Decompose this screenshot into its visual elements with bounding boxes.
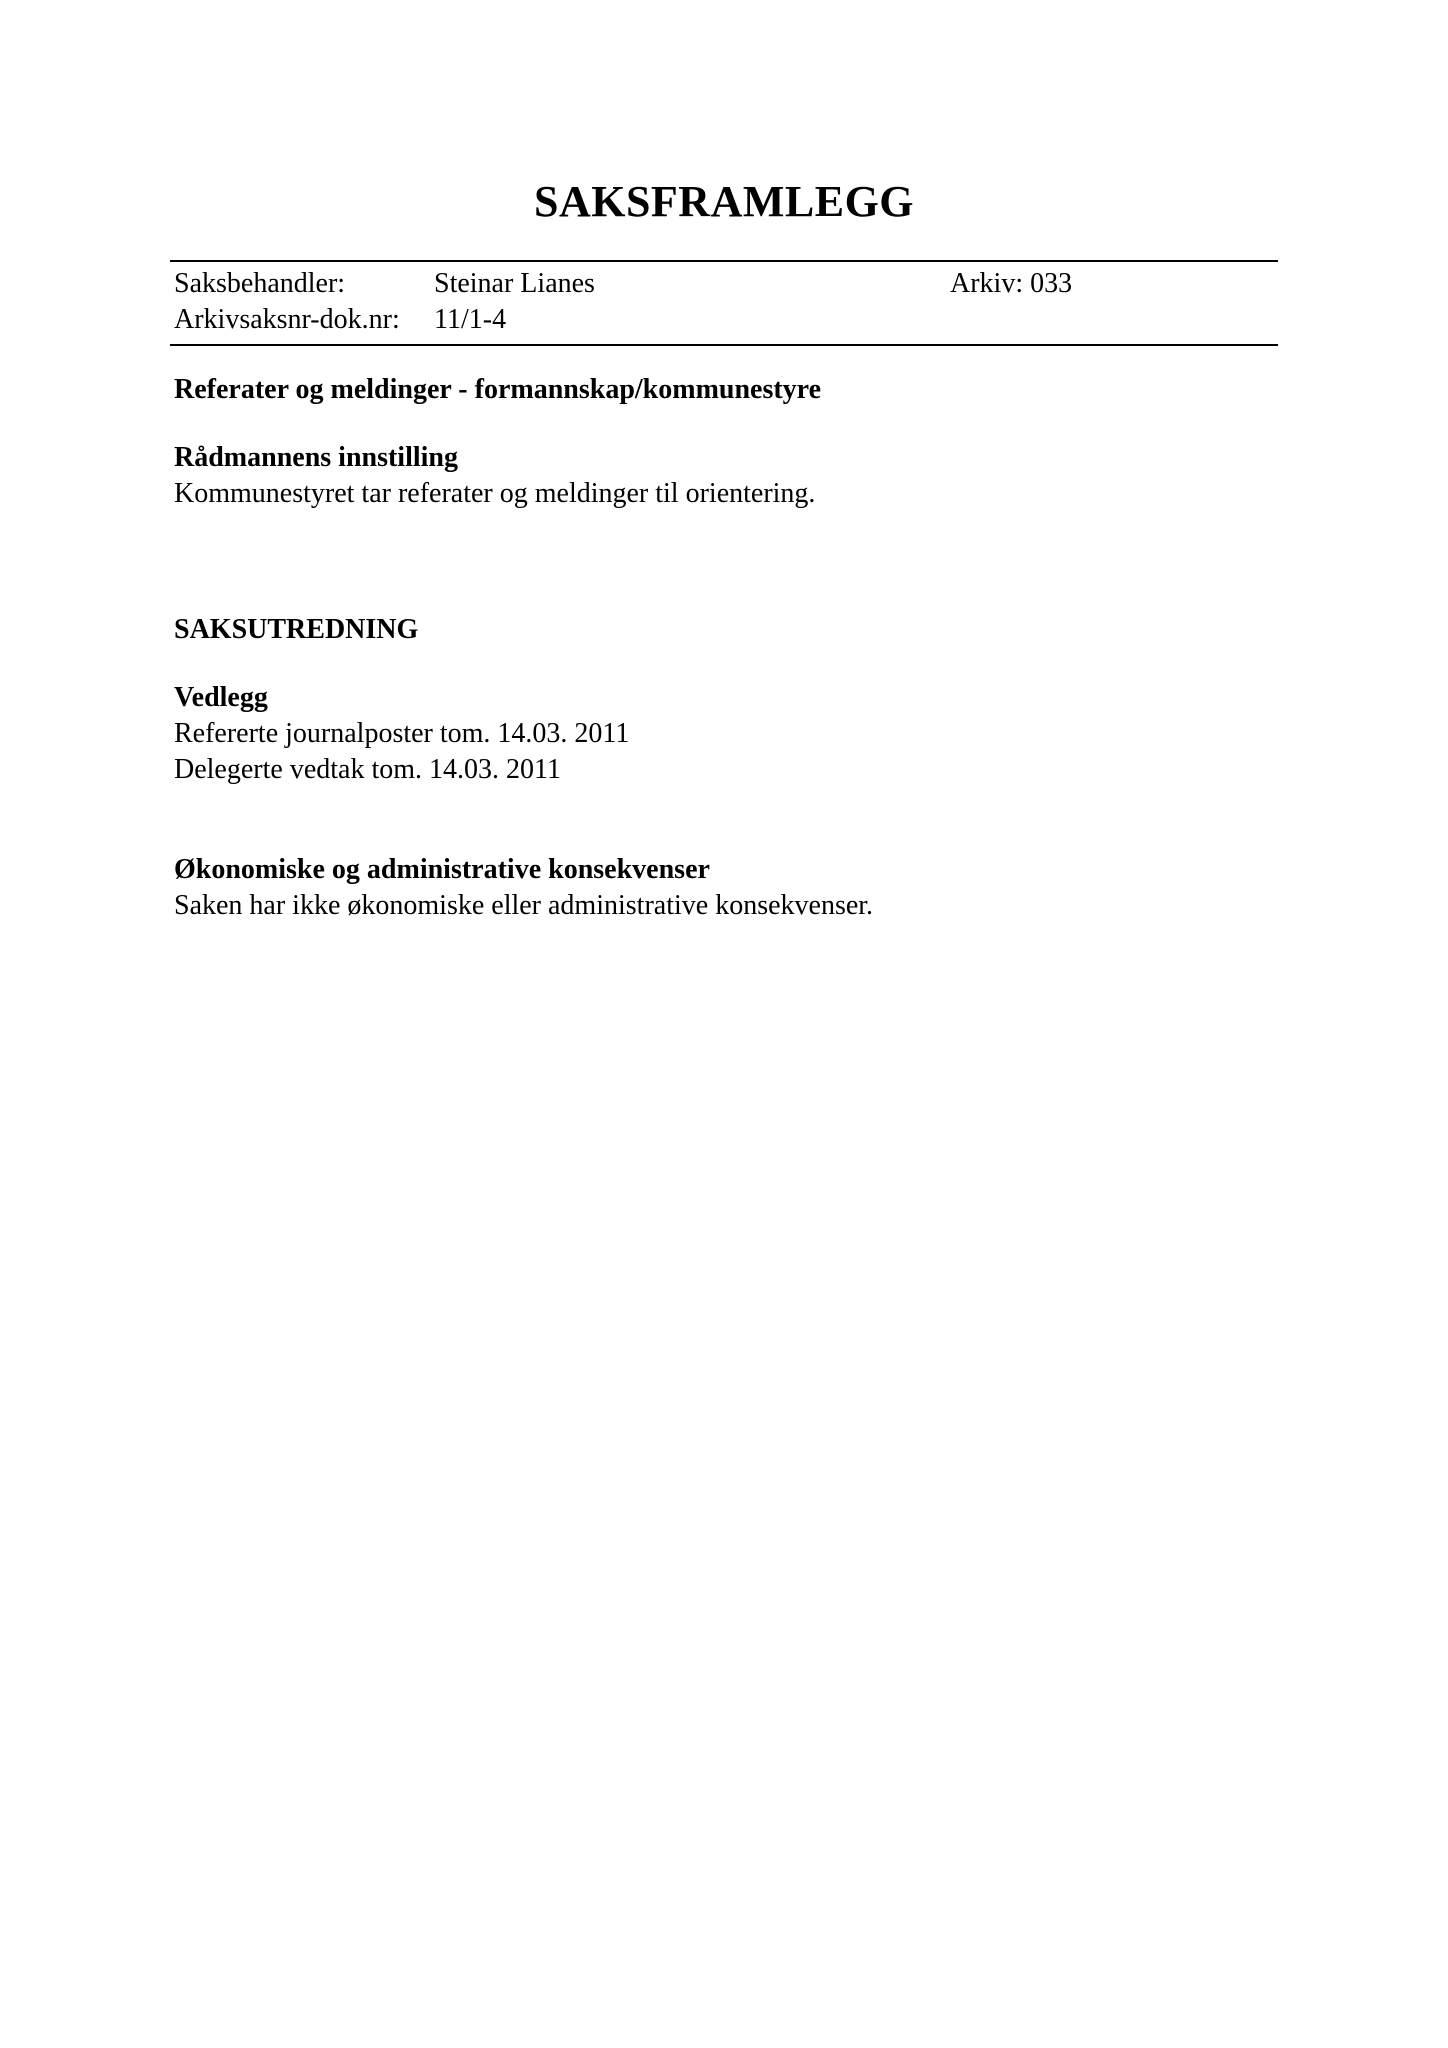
attachment-item: Refererte journalposter tom. 14.03. 2011 bbox=[174, 718, 630, 749]
attachments-heading: Vedlegg bbox=[174, 682, 268, 713]
case-report-heading: SAKSUTREDNING bbox=[174, 614, 419, 645]
case-handler-row bbox=[170, 266, 1278, 302]
consequences-heading: Økonomiske og administrative konsekvenser bbox=[174, 854, 710, 885]
page-title: SAKSFRAMLEGG bbox=[533, 177, 915, 226]
recommendation-section bbox=[174, 440, 1274, 512]
archive-case-label: Arkivsaksnr-dok.nr: bbox=[174, 304, 400, 335]
attachment-item: Delegerte vedtak tom. 14.03. 2011 bbox=[174, 754, 561, 785]
case-handler-label: Saksbehandler: bbox=[174, 268, 346, 299]
archive-case-value: 11/1-4 bbox=[434, 304, 507, 335]
case-metadata bbox=[170, 260, 1278, 346]
case-handler-value: Steinar Lianes bbox=[434, 268, 595, 299]
archive-case-row bbox=[170, 302, 1278, 338]
consequences-section bbox=[174, 852, 1274, 924]
recommendation-heading: Rådmannens innstilling bbox=[174, 442, 458, 473]
attachments-section bbox=[174, 680, 1274, 788]
recommendation-text: Kommunestyret tar referater og meldinger til orientering. bbox=[174, 478, 816, 509]
case-subject: Referater og meldinger - formannskap/kommunestyre bbox=[174, 374, 822, 405]
archive-code: Arkiv: 033 bbox=[950, 268, 1073, 299]
consequences-text: Saken har ikke økonomiske eller administrative konsekvenser. bbox=[174, 890, 874, 921]
